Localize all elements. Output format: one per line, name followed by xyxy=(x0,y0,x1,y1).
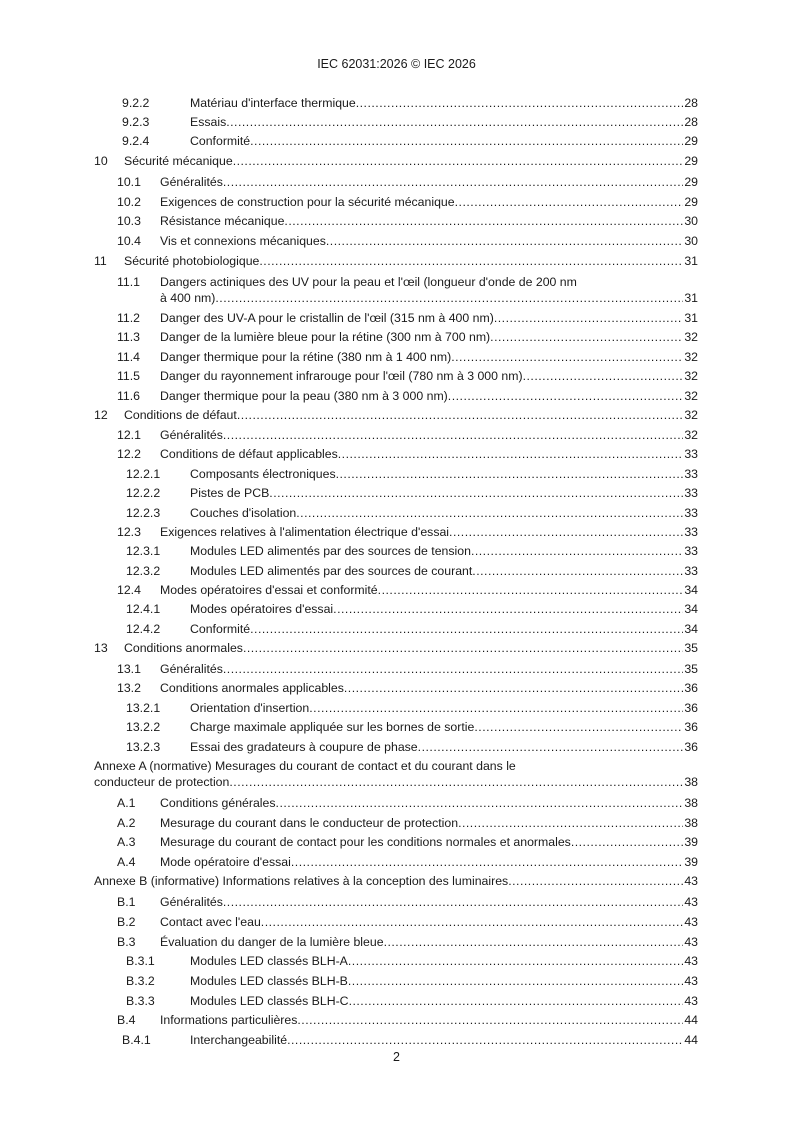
toc-entry-number: B.4.1 xyxy=(122,1033,151,1047)
toc-entry-page[interactable]: 43 xyxy=(684,874,698,888)
toc-entry-title[interactable]: Conditions anormales applicables xyxy=(160,681,344,695)
toc-entry-title[interactable]: conducteur de protection xyxy=(94,775,230,789)
toc-entry-page[interactable]: 36 xyxy=(684,681,698,695)
toc-entry-number: 12.3.2 xyxy=(126,564,161,578)
toc-entry-title[interactable]: Exigences relatives à l'alimentation électrique d'essai xyxy=(160,525,450,539)
toc-entry-title[interactable]: Danger thermique pour la peau (380 nm à 3 000 nm) xyxy=(160,389,448,403)
toc-entry-page[interactable]: 32 xyxy=(684,428,698,442)
toc-entry-number: 13.2.3 xyxy=(126,740,161,754)
toc-entry-page[interactable]: 34 xyxy=(684,622,698,636)
toc-entry[interactable] xyxy=(0,253,793,269)
toc-entry-number: 12.3.1 xyxy=(126,544,161,558)
dot-leader xyxy=(287,1032,683,1048)
toc-entry-number: 12.4 xyxy=(117,583,141,597)
toc-entry-number: 12.3 xyxy=(117,525,141,539)
toc-entry-page[interactable]: 38 xyxy=(684,816,698,830)
dot-leader xyxy=(223,174,683,190)
toc-entry-number: 9.2.4 xyxy=(122,134,150,148)
toc-entry-number: 11 xyxy=(94,254,107,268)
toc-entry-title[interactable]: Contact avec l'eau xyxy=(160,915,261,929)
toc-entry-title[interactable]: Essai des gradateurs à coupure de phase xyxy=(190,740,418,754)
toc-entry-number: 12.2 xyxy=(117,447,141,461)
toc-entry-number: 10.4 xyxy=(117,234,141,248)
toc-entry-page[interactable]: 33 xyxy=(684,525,698,539)
toc-entry-number: 12.4.2 xyxy=(126,622,161,636)
toc-entry-page[interactable]: 34 xyxy=(684,602,698,616)
toc-entry[interactable] xyxy=(0,934,793,950)
toc-entry[interactable] xyxy=(0,661,793,677)
toc-entry[interactable] xyxy=(0,194,793,210)
dot-leader xyxy=(215,290,683,306)
toc-entry-title[interactable]: Généralités xyxy=(160,895,223,909)
toc-entry-page[interactable]: 30 xyxy=(684,214,698,228)
dot-leader xyxy=(348,973,683,989)
dot-leader xyxy=(276,795,684,811)
toc-entry-page[interactable]: 39 xyxy=(684,835,698,849)
toc-entry-number: B.1 xyxy=(117,895,136,909)
toc-entry[interactable] xyxy=(0,290,793,306)
toc-entry-title[interactable]: Matériau d'interface thermique xyxy=(190,96,356,110)
dot-leader xyxy=(223,427,683,443)
page-header: IEC 62031:2026 © IEC 2026 xyxy=(317,57,476,71)
toc-entry[interactable] xyxy=(0,953,793,969)
toc-entry[interactable] xyxy=(0,601,793,617)
toc-entry-page[interactable]: 36 xyxy=(684,720,698,734)
toc-entry-title[interactable]: Modes opératoires d'essai xyxy=(190,602,334,616)
toc-entry-page[interactable]: 44 xyxy=(684,1013,698,1027)
dot-leader xyxy=(333,601,683,617)
toc-entry[interactable] xyxy=(0,133,793,149)
toc-entry[interactable] xyxy=(0,388,793,404)
toc-entry[interactable] xyxy=(0,95,793,111)
toc-entry-number: 12.4.1 xyxy=(126,602,161,616)
toc-entry-page[interactable]: 32 xyxy=(684,350,698,364)
toc-entry-page[interactable]: 38 xyxy=(684,775,698,789)
toc-entry-page[interactable]: 29 xyxy=(684,195,698,209)
dot-leader xyxy=(384,934,684,950)
toc-entry-number: 11.1 xyxy=(117,275,141,289)
dot-leader xyxy=(471,543,683,559)
toc-entry[interactable] xyxy=(0,563,793,579)
toc-entry-page[interactable]: 35 xyxy=(684,641,698,655)
dot-leader xyxy=(297,1012,683,1028)
toc-entry-title[interactable]: Mode opératoire d'essai xyxy=(160,855,291,869)
toc-entry[interactable] xyxy=(0,834,793,850)
toc-entry[interactable] xyxy=(0,310,793,326)
toc-entry-number: B.4 xyxy=(117,1013,136,1027)
toc-entry-number: 11.4 xyxy=(117,350,141,364)
dot-leader xyxy=(336,466,684,482)
toc-entry[interactable] xyxy=(0,329,793,345)
toc-entry-title[interactable]: Conditions anormales xyxy=(124,641,243,655)
toc-entry-title[interactable]: Conditions générales xyxy=(160,796,276,810)
toc-entry-title[interactable]: Conditions de défaut applicables xyxy=(160,447,338,461)
toc-entry-title[interactable]: Sécurité photobiologique xyxy=(124,254,260,268)
toc-entry[interactable] xyxy=(0,407,793,423)
toc-entry[interactable] xyxy=(0,466,793,482)
toc-entry[interactable] xyxy=(0,914,793,930)
toc-entry-title[interactable]: Exigences de construction pour la sécurité mécanique xyxy=(160,195,455,209)
toc-entry-title[interactable]: Charge maximale appliquée sur les bornes de sortie xyxy=(190,720,475,734)
toc-entry[interactable] xyxy=(0,233,793,249)
toc-entry-title[interactable]: Modes opératoires d'essai et conformité xyxy=(160,583,378,597)
dot-leader xyxy=(455,194,684,210)
toc-entry-page[interactable]: 36 xyxy=(684,740,698,754)
toc-entry-number: 12.1 xyxy=(117,428,141,442)
toc-entry[interactable] xyxy=(0,739,793,755)
dot-leader xyxy=(269,485,683,501)
toc-entry-number: 11.6 xyxy=(117,389,141,403)
dot-leader xyxy=(259,253,683,269)
dot-leader xyxy=(474,719,683,735)
toc-entry-number: B.3.3 xyxy=(126,994,155,1008)
dot-leader xyxy=(348,953,683,969)
toc-entry-page[interactable]: 43 xyxy=(684,974,698,988)
toc-entry-page[interactable]: 43 xyxy=(684,994,698,1008)
toc-entry-page[interactable]: 33 xyxy=(684,486,698,500)
toc-entry-number: 10.1 xyxy=(117,175,141,189)
toc-entry[interactable] xyxy=(0,621,793,637)
toc-entry-title[interactable]: Essais xyxy=(190,115,227,129)
toc-entry[interactable] xyxy=(0,700,793,716)
toc-entry-number: 13.2.2 xyxy=(126,720,161,734)
dot-leader xyxy=(523,368,684,384)
toc-entry-title-line1[interactable]: Dangers actiniques des UV pour la peau et l'œil (longueur d'onde de 200 nm xyxy=(160,275,577,289)
toc-entry-title[interactable]: Mesurage du courant dans le conducteur de protection xyxy=(160,816,459,830)
dot-leader xyxy=(233,153,684,169)
page-number: 2 xyxy=(393,1050,400,1064)
toc-entry[interactable] xyxy=(0,114,793,130)
toc-entry[interactable] xyxy=(0,1032,793,1048)
toc-entry-title[interactable]: à 400 nm) xyxy=(160,291,216,305)
toc-entry-page[interactable]: 32 xyxy=(684,389,698,403)
toc-entry-number: 10.3 xyxy=(117,214,141,228)
dot-leader xyxy=(472,563,683,579)
toc-entry[interactable] xyxy=(0,582,793,598)
toc-entry-number: 11.2 xyxy=(117,311,141,325)
toc-entry-title[interactable]: Sécurité mécanique xyxy=(124,154,233,168)
toc-entry-title[interactable]: Généralités xyxy=(160,175,223,189)
toc-entry-title[interactable]: Modules LED alimentés par des sources de courant xyxy=(190,564,473,578)
toc-entry-page[interactable]: 29 xyxy=(684,134,698,148)
dot-leader xyxy=(243,640,683,656)
toc-entry[interactable] xyxy=(0,815,793,831)
toc-entry-number: 9.2.2 xyxy=(122,96,150,110)
toc-entry[interactable] xyxy=(0,368,793,384)
dot-leader xyxy=(261,914,684,930)
toc-entry-title[interactable]: Modules LED classés BLH-C xyxy=(190,994,349,1008)
dot-leader xyxy=(229,774,683,790)
toc-entry-number: A.4 xyxy=(117,855,136,869)
toc-entry-title[interactable]: Généralités xyxy=(160,662,223,676)
toc-entry-page[interactable]: 32 xyxy=(684,369,698,383)
toc-entry-page[interactable]: 43 xyxy=(684,954,698,968)
toc-entry-title[interactable]: Vis et connexions mécaniques xyxy=(160,234,326,248)
toc-entry-page[interactable]: 43 xyxy=(684,915,698,929)
toc-entry-title-line1[interactable]: Annexe A (normative) Mesurages du courant de contact et du courant dans le xyxy=(94,759,516,773)
toc-entry-title[interactable]: Conditions de défaut xyxy=(124,408,237,422)
toc-entry-number: 12.2.3 xyxy=(126,506,161,520)
toc-entry[interactable] xyxy=(0,524,793,540)
toc-entry[interactable] xyxy=(0,505,793,521)
toc-entry[interactable] xyxy=(0,153,793,169)
toc-entry-title[interactable]: Interchangeabilité xyxy=(190,1033,288,1047)
toc-entry[interactable] xyxy=(0,174,793,190)
toc-entry-page[interactable]: 28 xyxy=(684,115,698,129)
dot-leader xyxy=(223,894,683,910)
toc-entry[interactable] xyxy=(0,543,793,559)
toc-entry[interactable] xyxy=(0,427,793,443)
dot-leader xyxy=(250,133,683,149)
toc-entry-title[interactable]: Danger du rayonnement infrarouge pour l'œil (780 nm à 3 000 nm) xyxy=(160,369,523,383)
toc-entry-page[interactable]: 32 xyxy=(684,330,698,344)
dot-leader xyxy=(349,993,684,1009)
dot-leader xyxy=(458,815,683,831)
toc-entry[interactable] xyxy=(0,446,793,462)
dot-leader xyxy=(508,873,683,889)
toc-entry-page[interactable]: 33 xyxy=(684,467,698,481)
toc-entry-title[interactable]: Pistes de PCB xyxy=(190,486,270,500)
toc-entry-page[interactable]: 43 xyxy=(684,895,698,909)
toc-entry[interactable] xyxy=(0,795,793,811)
toc-entry-number: B.3.2 xyxy=(126,974,155,988)
dot-leader xyxy=(291,854,683,870)
toc-entry-number: B.2 xyxy=(117,915,136,929)
toc-entry-page[interactable]: 44 xyxy=(684,1033,698,1047)
toc-entry-number: 13.1 xyxy=(117,662,141,676)
toc-entry-page[interactable]: 33 xyxy=(684,506,698,520)
toc-entry-title[interactable]: Conformité xyxy=(190,622,251,636)
toc-entry-page[interactable]: 31 xyxy=(684,254,698,268)
toc-entry-title[interactable]: Généralités xyxy=(160,428,223,442)
toc-entry-title[interactable]: Modules LED alimentés par des sources de tension xyxy=(190,544,471,558)
toc-entry[interactable] xyxy=(0,640,793,656)
dot-leader xyxy=(494,310,683,326)
toc-entry[interactable] xyxy=(0,719,793,735)
toc-entry-number: 9.2.3 xyxy=(122,115,150,129)
toc-entry-number: 12.2.1 xyxy=(126,467,161,481)
dot-leader xyxy=(338,446,684,462)
toc-entry-title[interactable]: Modules LED classés BLH-A xyxy=(190,954,348,968)
dot-leader xyxy=(237,407,684,423)
toc-entry-number: A.1 xyxy=(117,796,136,810)
dot-leader xyxy=(250,621,683,637)
toc-entry-title[interactable]: Couches d'isolation xyxy=(190,506,297,520)
toc-entry-number: 12.2.2 xyxy=(126,486,161,500)
dot-leader xyxy=(223,661,683,677)
toc-entry-page[interactable]: 31 xyxy=(684,311,698,325)
toc-entry-page[interactable]: 33 xyxy=(684,544,698,558)
toc-entry-title[interactable]: Résistance mécanique xyxy=(160,214,285,228)
toc-entry-title[interactable]: Mesurage du courant de contact pour les conditions normales et anormales xyxy=(160,835,571,849)
toc-entry-number: 13.2 xyxy=(117,681,141,695)
toc-entry[interactable] xyxy=(0,485,793,501)
dot-leader xyxy=(418,739,684,755)
dot-leader xyxy=(451,349,683,365)
toc-entry-page[interactable]: 33 xyxy=(684,564,698,578)
toc-entry[interactable] xyxy=(0,1012,793,1028)
toc-entry-title[interactable]: Composants électroniques xyxy=(190,467,336,481)
toc-entry-page[interactable]: 38 xyxy=(684,796,698,810)
dot-leader xyxy=(490,329,683,345)
dot-leader xyxy=(344,680,683,696)
toc-entry-number: 10.2 xyxy=(117,195,141,209)
toc-entry-first-line xyxy=(0,758,793,774)
toc-entry-number: 11.3 xyxy=(117,330,141,344)
toc-entry-number: B.3.1 xyxy=(126,954,155,968)
toc-entry-first-line xyxy=(0,274,793,290)
toc-entry-page[interactable]: 39 xyxy=(684,855,698,869)
dot-leader xyxy=(296,505,683,521)
toc-entry[interactable] xyxy=(0,680,793,696)
toc-entry[interactable] xyxy=(0,993,793,1009)
toc-entry[interactable] xyxy=(0,774,793,790)
toc-entry-page[interactable]: 29 xyxy=(684,175,698,189)
toc-entry-number: A.2 xyxy=(117,816,136,830)
toc-entry-title[interactable]: Évaluation du danger de la lumière bleue xyxy=(160,935,384,949)
dot-leader xyxy=(449,524,683,540)
toc-entry-title[interactable]: Conformité xyxy=(190,134,251,148)
toc-entry-page[interactable]: 33 xyxy=(684,447,698,461)
dot-leader xyxy=(571,834,684,850)
toc-entry[interactable] xyxy=(0,894,793,910)
dot-leader xyxy=(226,114,683,130)
toc-entry-page[interactable]: 28 xyxy=(684,96,698,110)
toc-entry-title[interactable]: Danger de la lumière bleue pour la rétine (300 nm à 700 nm) xyxy=(160,330,491,344)
toc-entry-page[interactable]: 29 xyxy=(684,154,698,168)
toc-entry-page[interactable]: 31 xyxy=(684,291,698,305)
toc-entry[interactable] xyxy=(0,349,793,365)
toc-entry-number: 10 xyxy=(94,154,108,168)
toc-entry-number: 12 xyxy=(94,408,108,422)
toc-entry-number: 13.2.1 xyxy=(126,701,161,715)
toc-entry-page[interactable]: 30 xyxy=(684,234,698,248)
toc-entry-title[interactable]: Modules LED classés BLH-B xyxy=(190,974,348,988)
toc-entry-title[interactable]: Danger des UV-A pour le cristallin de l'œil (315 nm à 400 nm) xyxy=(160,311,494,325)
toc-entry-page[interactable]: 32 xyxy=(684,408,698,422)
toc-entry-page[interactable]: 35 xyxy=(684,662,698,676)
dot-leader xyxy=(448,388,684,404)
toc-entry-title[interactable]: Informations particulières xyxy=(160,1013,298,1027)
toc-entry[interactable] xyxy=(0,873,793,889)
dot-leader xyxy=(326,233,683,249)
toc-entry-title[interactable]: Danger thermique pour la rétine (380 nm à 1 400 nm) xyxy=(160,350,452,364)
toc-entry-title[interactable]: Annexe B (informative) Informations relatives à la conception des luminaires xyxy=(94,874,509,888)
toc-entry-number: 11.5 xyxy=(117,369,141,383)
dot-leader xyxy=(309,700,683,716)
toc-entry-page[interactable]: 43 xyxy=(684,935,698,949)
toc-entry[interactable] xyxy=(0,854,793,870)
toc-entry-number: B.3 xyxy=(117,935,136,949)
toc-entry-number: A.3 xyxy=(117,835,136,849)
dot-leader xyxy=(378,582,684,598)
toc-entry-page[interactable]: 36 xyxy=(684,701,698,715)
toc-entry[interactable] xyxy=(0,973,793,989)
toc-entry[interactable] xyxy=(0,213,793,229)
toc-entry-title[interactable]: Orientation d'insertion xyxy=(190,701,310,715)
dot-leader xyxy=(284,213,683,229)
toc-entry-page[interactable]: 34 xyxy=(684,583,698,597)
toc-entry-number: 13 xyxy=(94,641,108,655)
dot-leader xyxy=(356,95,684,111)
